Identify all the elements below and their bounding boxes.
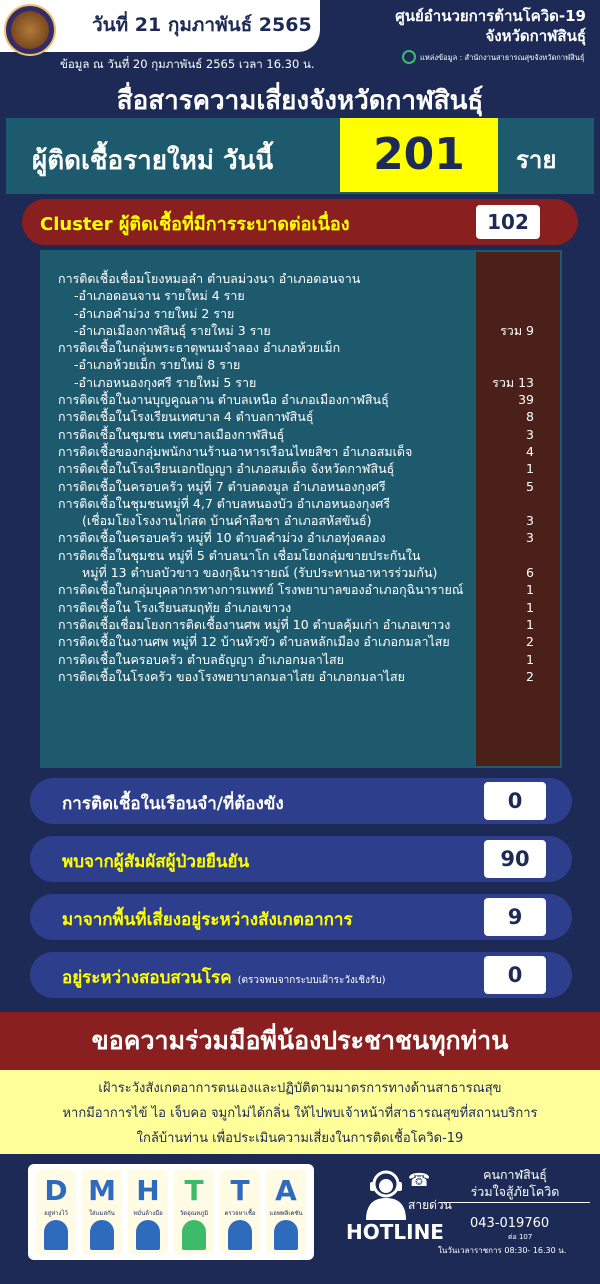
province-seal-icon [4,4,56,56]
cluster-row-count: 1 [526,651,534,667]
dmhtta-caption: ใส่แมสกัน [89,1210,115,1217]
report-date: วันที่ 21 กุมภาพันธ์ 2565 [92,14,312,36]
cluster-row [58,547,556,564]
cluster-row-count: 1 [526,461,534,477]
dmhtta-card [220,1170,260,1254]
dmhtta-card [174,1170,214,1254]
dmhtta-card [128,1170,168,1254]
cluster-row-text: การติดเชื้อเชื่อมโยงหมอลำ ตำบลม่วงนา อำเภอดอนจาน [58,271,361,286]
cluster-row-text: การติดเชื้อในกลุ่มพระธาตุพนมจำลอง อำเภอห้วยเม็ก [58,340,341,356]
cluster-row-text: -อำเภอคำม่วง รายใหม่ 2 ราย [74,305,235,321]
dmhtta-letter: T [230,1174,250,1207]
cluster-row-count: 3 [526,530,534,546]
center-name [395,6,586,46]
cluster-row-count: รวม 9 [500,322,534,338]
cluster-row-text: การติดเชื้อในครอบครัว หมู่ที่ 7 ตำบลดงมูล อำเภอหนองกุงศรี [58,478,386,494]
cluster-row [58,668,556,685]
new-cases-banner [6,118,594,194]
person-figure-icon [44,1220,68,1250]
person-figure-icon [274,1220,298,1250]
cluster-row-text: การติดเชื้อในงานศพ หมู่ที่ 12 บ้านหัวขัว ตำบลหลักเมือง อำเภอกมลาไสย [58,634,450,650]
cluster-row-text: การติดเชื้อในครอบครัว ตำบลธัญญา อำเภอกมลาไสย [58,651,344,667]
cluster-row [58,478,556,495]
cluster-row-count: 1 [526,582,534,598]
summary-label-text: พบจากผู้สัมผัสผู้ป่วยยืนยัน [62,852,250,872]
cluster-row-text: -อำเภอห้วยเม็ก รายใหม่ 8 ราย [74,357,241,373]
dmhtta-letter: M [88,1174,116,1207]
cooperation-banner: ขอความร่วมมือพี่น้องประชาชนทุกท่าน [0,1012,600,1070]
dmhtta-caption: หมั่นล้างมือ [133,1210,163,1217]
cluster-row-text: การติดเชื้อเชื่อมโยงการติดเชื้องานศพ หมู่ที่ 10 ตำบลคุ้มเก่า อำเภอเขาวง [58,616,451,632]
cluster-row [58,529,556,546]
summary-label [62,906,353,933]
hotline-hours: ในวันเวลาราชการ 08:30- 16.30 น. [438,1246,567,1255]
cluster-row-text: -อำเภอดอนจาน รายใหม่ 4 ราย [74,288,245,304]
cluster-row [58,460,556,477]
hotline-org-line1: คนกาฬสินธุ์ [483,1167,547,1182]
cluster-row-count: 6 [526,565,534,581]
dmhtta-letter: D [44,1174,68,1207]
cluster-row-count: 5 [526,478,534,494]
cluster-row-text: การติดเชื้อในโรงครัว ของโรงพยาบาลกมลาไสย อำเภอกมลาไสย [58,668,405,684]
cluster-row-count: 3 [526,426,534,442]
data-source: แหล่งข้อมูล : สำนักงานสาธารณสุขจังหวัดกาฬสินธุ์ [420,53,585,62]
cluster-row-count: 1 [526,616,534,632]
cluster-row-text: การติดเชื้อของกลุ่มพนักงานร้านอาหารเรือนไทยสิชา อำเภอสมเด็จ [58,443,413,459]
person-figure-icon [136,1220,160,1250]
summary-label [62,848,249,875]
dmhtta-card [82,1170,122,1254]
dmhtta-letter: H [136,1174,160,1207]
person-figure-icon [228,1220,252,1250]
cluster-row-text: การติดเชื้อในชุมชน หมู่ที่ 5 ตำบลนาโก เชื่อมโยงกลุ่มขายประกันใน [58,547,421,563]
summary-value: 0 [484,782,546,820]
cluster-row [58,564,556,581]
page-title: สื่อสารความเสี่ยงจังหวัดกาฬสินธุ์ [116,86,484,116]
cluster-row [58,426,556,443]
summary-label [62,964,386,991]
summary-value: 0 [484,956,546,994]
dmhtta-caption: แอพพลิเคชัน [269,1210,303,1217]
cluster-row [58,599,556,616]
cluster-row [58,339,556,356]
hotline-label-small: สายด่วน [408,1198,452,1212]
hotline-number[interactable]: 043-019760 [470,1216,550,1231]
new-cases-label: ผู้ติดเชื้อรายใหม่ วันนี้ [32,146,274,176]
hotline-org-line2: ร่วมใจสู้ภัยโควิด [470,1184,560,1199]
cluster-row [58,512,556,529]
new-cases-value: 201 [340,118,498,192]
cluster-row-text: (เชื่อมโยงโรงงานไก่สด บ้านคำลือชา อำเภอสหัสขันธ์) [82,513,372,529]
cluster-row [58,651,556,668]
person-figure-icon [182,1220,206,1250]
dmhtta-caption: ตรวจหาเชื้อ [224,1210,256,1217]
cluster-row-count: 3 [526,513,534,529]
data-as-of: ข้อมูล ณ วันที่ 20 กุมภาพันธ์ 2565 เวลา 16.30 น. [60,57,315,71]
cluster-row [58,287,556,304]
cluster-value: 102 [476,205,540,239]
dmhtta-caption: อยู่ห่างไว้ [44,1210,68,1217]
center-name-line1: ศูนย์อำนวยการต้านโควิด-19 [395,7,586,25]
cluster-row-text: -อำเภอเมืองกาฬสินธุ์ รายใหม่ 3 ราย [74,322,271,338]
summary-label-text: การติดเชื้อในเรือนจำ/ที่ต้องขัง [62,794,284,814]
cluster-row [58,391,556,408]
cluster-list [58,270,556,685]
new-cases-unit: ราย [516,146,557,174]
cluster-row-count: 2 [526,668,534,684]
cluster-row-text: การติดเชื้อในกลุ่มบุคลากรทางการแพทย์ โรงพยาบาลของอำเภอกุฉินารายณ์ [58,582,464,598]
cluster-row [58,322,556,339]
summary-label-sub: (ตรวจพบจากระบบเฝ้าระวังเชิงรับ) [237,975,386,986]
hotline-org [440,1166,590,1203]
advice-line: หากมีอาการไข้ ไอ เจ็บคอ จมูกไม่ได้กลิ่น ให้ไปพบเจ้าหน้าที่สาธารณสุขที่สถานบริการ [62,1106,538,1121]
cluster-row [58,495,556,512]
cluster-row [58,270,556,287]
dmhtta-caption: วัดอุณหภูมิ [179,1210,209,1217]
cluster-row-text: -อำเภอหนองกุงศรี รายใหม่ 5 ราย [74,374,257,390]
dmhtta-card [36,1170,76,1254]
dmhtta-cards [28,1164,314,1260]
dmhtta-card [266,1170,306,1254]
summary-label [62,790,284,817]
hotline-extension: ต่อ 107 [508,1233,533,1241]
cluster-row [58,443,556,460]
cluster-row-count: 8 [526,409,534,425]
cluster-row-text: การติดเชื้อในชุมชนหมู่ที่ 4,7 ตำบลหนองบัว อำเภอหนองกุงศรี [58,495,391,511]
summary-value: 90 [484,840,546,878]
call-agent-icon [362,1168,410,1220]
cluster-row-count: 2 [526,634,534,650]
cluster-row-text: การติดเชื้อใน โรงเรียนสมฤทัย อำเภอเขาวง [58,599,292,615]
person-figure-icon [90,1220,114,1250]
cluster-row-text: หมู่ที่ 13 ตำบลบัวขาว ของกุฉินารายณ์ (รับประทานอาหารร่วมกัน) [82,565,438,581]
hotline-title: HOTLINE [346,1220,444,1244]
cluster-row-count: 1 [526,599,534,615]
cluster-row-text: การติดเชื้อในชุมชน เทศบาลเมืองกาฬสินธุ์ [58,426,285,442]
cluster-row-text: การติดเชื้อในครอบครัว หมู่ที่ 10 ตำบลคำม่วง อำเภอทุ่งคลอง [58,530,386,546]
phone-icon: ☎ [408,1170,431,1191]
summary-value: 9 [484,898,546,936]
ministry-logo-icon [402,50,416,64]
cluster-row [58,633,556,650]
dmhtta-letter: T [184,1174,204,1207]
advice-box [0,1070,600,1154]
cluster-row [58,581,556,598]
cluster-row-text: การติดเชื้อในโรงเรียนเทศบาล 4 ตำบลกาฬสินธุ์ [58,409,314,425]
cluster-label: Cluster ผู้ติดเชื้อที่มีการระบาดต่อเนื่อง [40,214,350,235]
summary-label-text: มาจากพื้นที่เสี่ยงอยู่ระหว่างสังเกตอาการ [62,910,353,930]
cluster-row-count: 4 [526,443,534,459]
cluster-row-count: รวม 13 [492,374,534,390]
cluster-row [58,408,556,425]
cluster-row [58,374,556,391]
cluster-row-count: 39 [518,392,534,408]
center-name-line2: จังหวัดกาฬสินธุ์ [485,27,586,45]
advice-line: เฝ้าระวังสังเกตอาการตนเองและปฏิบัติตามมาตรการทางด้านสาธารณสุข [98,1081,502,1096]
dmhtta-letter: A [275,1174,297,1207]
cluster-row [58,356,556,373]
advice-line: ใกล้บ้านท่าน เพื่อประเมินความเสี่ยงในการติดเชื้อโควิด-19 [136,1131,464,1146]
cluster-row [58,616,556,633]
summary-label-text: อยู่ระหว่างสอบสวนโรค [62,968,232,988]
cluster-row-text: การติดเชื้อในงานบุญคูณลาน ตำบลเหนือ อำเภอเมืองกาฬสินธุ์ [58,392,389,408]
cluster-row-text: การติดเชื้อในโรงเรียนเอกปัญญา อำเภอสมเด็จ จังหวัดกาฬสินธุ์ [58,461,395,477]
cluster-row [58,305,556,322]
